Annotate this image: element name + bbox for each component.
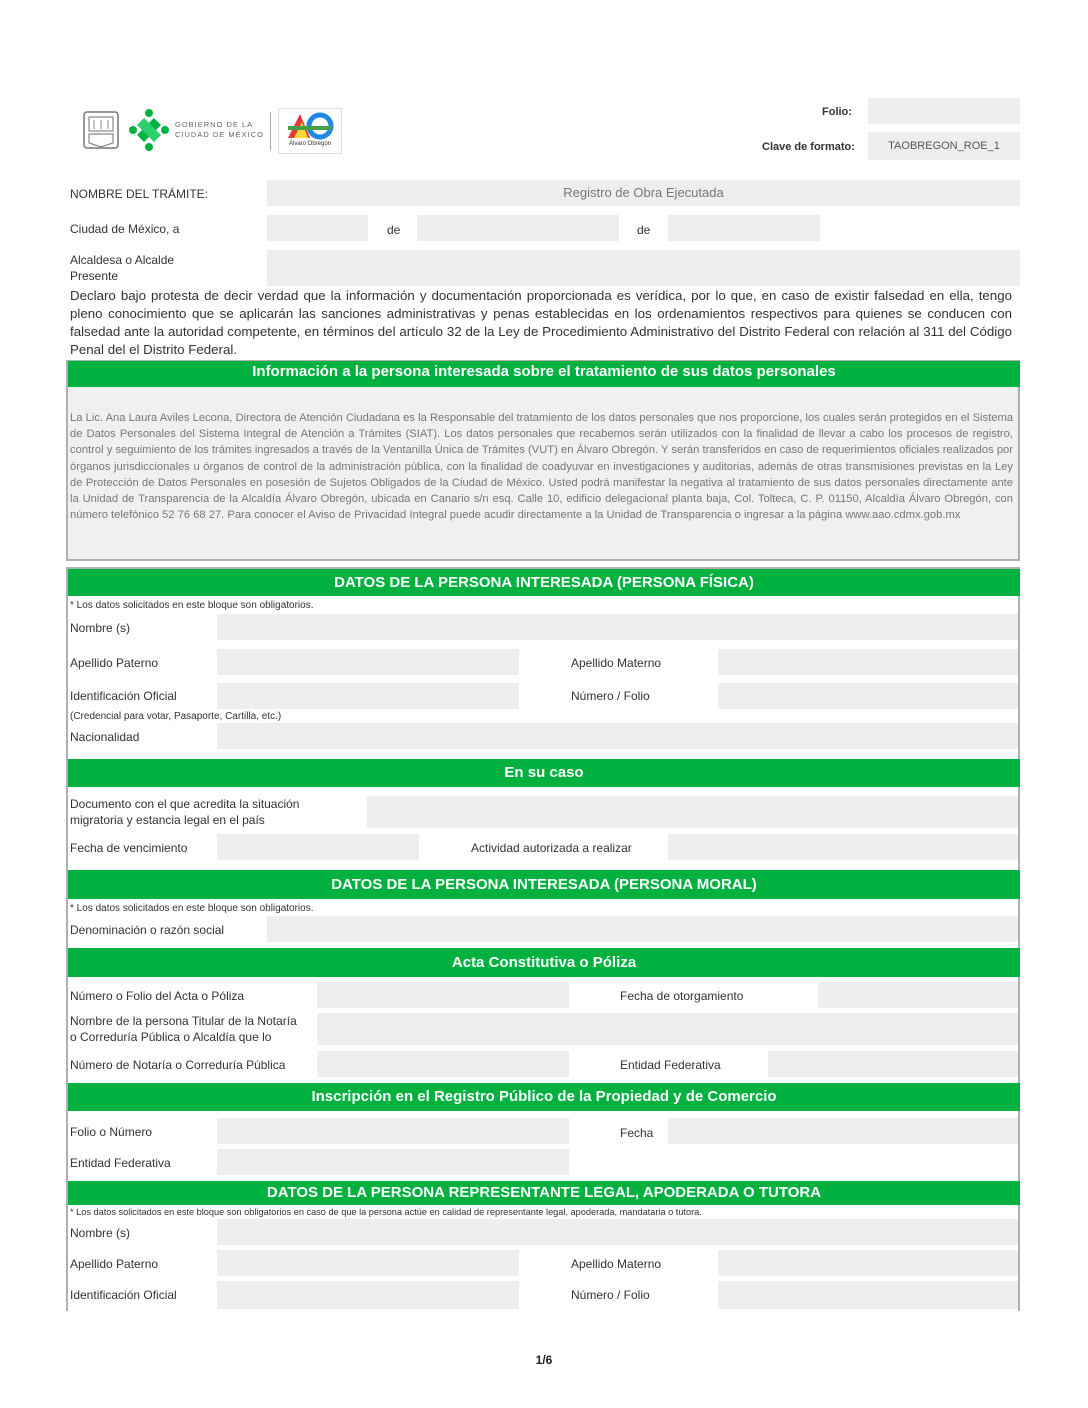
representante-materno-field[interactable] bbox=[718, 1250, 1018, 1276]
fisica-identificacion-field[interactable] bbox=[217, 683, 519, 709]
acta-titular-label-1: Nombre de la persona Titular de la Notaría bbox=[70, 1014, 297, 1028]
su-caso-actividad-field[interactable] bbox=[668, 834, 1018, 860]
fisica-numero-label: Número / Folio bbox=[571, 689, 650, 703]
representante-identificacion-label: Identificación Oficial bbox=[70, 1288, 177, 1302]
fisica-nacionalidad-field[interactable] bbox=[217, 723, 1018, 749]
fecha-de-1: de bbox=[387, 223, 401, 237]
acta-titular-label-2: o Correduría Pública o Alcaldía que lo bbox=[70, 1030, 272, 1044]
registro-folio-field[interactable] bbox=[217, 1118, 569, 1144]
fisica-nombre-field[interactable] bbox=[217, 614, 1018, 640]
representante-materno-label: Apellido Materno bbox=[571, 1257, 662, 1271]
fecha-mes-field[interactable] bbox=[417, 215, 619, 241]
registro-fecha-field[interactable] bbox=[668, 1118, 1018, 1144]
fecha-anio-field[interactable] bbox=[668, 215, 820, 241]
fisica-numero-field[interactable] bbox=[718, 683, 1018, 709]
su-caso-vencimiento-label: Fecha de vencimiento bbox=[70, 841, 188, 855]
representante-numero-field[interactable] bbox=[718, 1281, 1018, 1309]
registro-folio-label: Folio o Número bbox=[70, 1125, 153, 1139]
acta-entidad-label: Entidad Federativa bbox=[620, 1058, 721, 1072]
logo-divider bbox=[270, 112, 271, 150]
representante-title: DATOS DE LA PERSONA REPRESENTANTE LEGAL, APODERADA O TUTORA bbox=[68, 1181, 1020, 1205]
registro-title: Inscripción en el Registro Público de la Propiedad y de Comercio bbox=[68, 1083, 1020, 1111]
destinatario-line1: Alcaldesa o Alcalde bbox=[70, 253, 175, 267]
clave-field[interactable] bbox=[868, 132, 1020, 160]
folio-label: Folio: bbox=[822, 106, 852, 118]
cdmx-emblem-icon bbox=[128, 108, 170, 152]
fecha-de-2: de bbox=[637, 223, 651, 237]
representante-paterno-field[interactable] bbox=[217, 1250, 519, 1276]
su-caso-documento-label-1: Documento con el que acredita la situación bbox=[70, 797, 300, 811]
registro-fecha-label: Fecha bbox=[620, 1126, 654, 1140]
fecha-dia-field[interactable] bbox=[267, 215, 368, 241]
destinatario-field[interactable] bbox=[267, 250, 1020, 286]
su-caso-title: En su caso bbox=[68, 759, 1020, 787]
alcaldia-logo: Álvaro Obregón bbox=[278, 108, 342, 154]
acta-title: Acta Constitutiva o Póliza bbox=[68, 948, 1020, 977]
fisica-credencial-hint: (Credencial para votar, Pasaporte, Cartilla, etc.) bbox=[70, 711, 282, 722]
acta-entidad-field[interactable] bbox=[768, 1051, 1018, 1077]
cdmx-shield-icon bbox=[82, 110, 120, 150]
privacidad-text: La Lic. Ana Laura Aviles Lecona, Directora de Atención Ciudadana es la Responsable del tratamiento de los datos personales que nos proporcione, los cuales serán protegidos en el Sistema de Datos Personales del Sistema Integral de Atención a Trámites (SIAT). Los datos personales que recabemos serán utilizados con la finalidad de llevar a cabo los procesos de registro, control y seguimiento de los trámites ingresados a través de la Ventanilla Única de Trámites (VUT) en Álvaro Obregón. Y serán transferidos en caso de requerimientos oficiales realizados por órganos jurisdiccionales u órganos de control de la administración pública, con la finalidad de coadyuvar en investigaciones y auditorias, además de otras transmisiones previstas en la Ley de Protección de Datos Personales en posesión de Sujetos Obligados de la Ciudad de México. Usted podrá manifestar la negativa al tratamiento de sus datos personales directamente ante la Unidad de Transparencia de la Alcaldía Álvaro Obregón, ubicada en Canario s/n esq. Calle 10, edificio delegacional planta baja, Col. Tolteca, C. P. 01150, Alcaldía Álvaro Obregón, con número telefónico 52 76 68 27. Para conocer el Aviso de Privacidad Integral puede acudir directamente a la Unidad de Transparencia o ingresar a la página www.aao.cdmx.gob.mx bbox=[70, 412, 1013, 522]
folio-field[interactable] bbox=[868, 98, 1020, 124]
registro-entidad-field[interactable] bbox=[217, 1149, 569, 1175]
ao-emblem-icon bbox=[280, 110, 340, 142]
logo-group bbox=[82, 106, 344, 154]
acta-numero-field[interactable] bbox=[317, 982, 569, 1008]
clave-label: Clave de formato: bbox=[762, 141, 855, 153]
moral-note: * Los datos solicitados en este bloque son obligatorios. bbox=[70, 903, 314, 914]
acta-notaria-field[interactable] bbox=[317, 1051, 569, 1077]
acta-numero-label: Número o Folio del Acta o Póliza bbox=[70, 989, 245, 1003]
tramite-field[interactable] bbox=[267, 180, 1020, 206]
su-caso-vencimiento-field[interactable] bbox=[217, 834, 419, 860]
fisica-nacionalidad-label: Nacionalidad bbox=[70, 730, 140, 744]
acta-otorgamiento-label: Fecha de otorgamiento bbox=[620, 989, 744, 1003]
representante-nombre-label: Nombre (s) bbox=[70, 1226, 131, 1240]
cdmx-logo-text: GOBIERNO DE LA CIUDAD DE MÉXICO bbox=[175, 120, 264, 139]
protesta-text: Declaro bajo protesta de decir verdad que la información y documentación proporcionada es verídica, por lo que, en caso de existir falsedad en ella, tengo pleno conocimiento que se aplicarán las sanciones administrativas y penas establecidas en los ordenamientos respectivos para quienes se conducen con falsedad ante la autoridad competente, en términos del artículo 32 de la Ley de Procedimiento Administrativo del Distrito Federal con relación al 311 del Código Penal del el Distrito Federal. bbox=[70, 288, 1012, 357]
representante-note: * Los datos solicitados en este bloque son obligatorios en caso de que la persona actúe en calidad de representante legal, apoderada, mandataria o tutora. bbox=[70, 1207, 702, 1217]
moral-denominacion-field[interactable] bbox=[267, 916, 1018, 942]
fisica-identificacion-label: Identificación Oficial bbox=[70, 689, 177, 703]
moral-denominacion-label: Denominación o razón social bbox=[70, 923, 225, 937]
su-caso-documento-field[interactable] bbox=[367, 796, 1018, 828]
su-caso-documento-label-2: migratoria y estancia legal en el país bbox=[70, 813, 265, 827]
destinatario-line2: Presente bbox=[70, 269, 119, 283]
su-caso-actividad-label: Actividad autorizada a realizar bbox=[471, 841, 632, 855]
clave-value: TAOBREGON_ROE_1 bbox=[888, 140, 1000, 152]
registro-entidad-label: Entidad Federativa bbox=[70, 1156, 171, 1170]
fisica-title: DATOS DE LA PERSONA INTERESADA (PERSONA FÍSICA) bbox=[68, 569, 1020, 596]
acta-notaria-label: Número de Notaría o Correduría Pública bbox=[70, 1058, 286, 1072]
fecha-label: Ciudad de México, a bbox=[70, 222, 180, 236]
representante-numero-label: Número / Folio bbox=[571, 1288, 650, 1302]
fisica-paterno-label: Apellido Paterno bbox=[70, 656, 159, 670]
tramite-label: NOMBRE DEL TRÁMITE: bbox=[70, 187, 209, 201]
fisica-materno-label: Apellido Materno bbox=[571, 656, 662, 670]
privacidad-title: Información a la persona interesada sobre el tratamiento de sus datos personales bbox=[68, 361, 1020, 387]
representante-paterno-label: Apellido Paterno bbox=[70, 1257, 159, 1271]
acta-titular-field[interactable] bbox=[317, 1013, 1018, 1045]
representante-identificacion-field[interactable] bbox=[217, 1281, 519, 1309]
moral-title: DATOS DE LA PERSONA INTERESADA (PERSONA MORAL) bbox=[68, 870, 1020, 899]
acta-otorgamiento-field[interactable] bbox=[818, 982, 1018, 1008]
tramite-value: Registro de Obra Ejecutada bbox=[563, 185, 724, 200]
fisica-note: * Los datos solicitados en este bloque son obligatorios. bbox=[70, 600, 314, 611]
fisica-nombre-label: Nombre (s) bbox=[70, 621, 131, 635]
fisica-materno-field[interactable] bbox=[718, 649, 1018, 675]
representante-nombre-field[interactable] bbox=[217, 1219, 1018, 1245]
fisica-paterno-field[interactable] bbox=[217, 649, 519, 675]
page-number: 1/6 bbox=[535, 1353, 553, 1367]
